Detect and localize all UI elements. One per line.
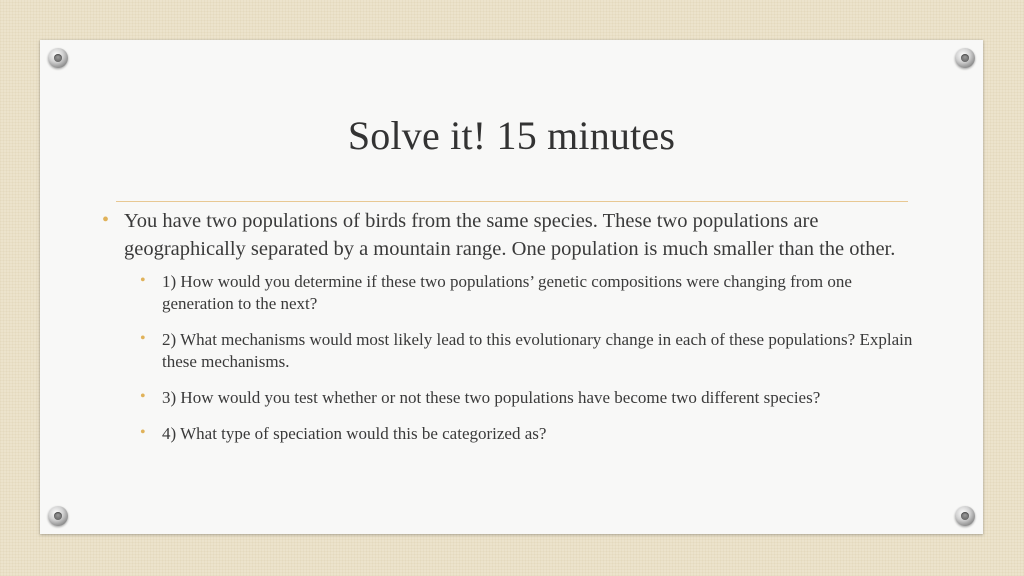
screw-icon [48, 48, 68, 68]
screw-icon [955, 506, 975, 526]
bullet-icon: • [140, 388, 146, 405]
bullet-icon: • [140, 424, 146, 441]
sub-bullet-text: 4) What type of speciation would this be categorized as? [162, 424, 547, 443]
bullet-icon: • [102, 209, 110, 231]
slide-card [40, 40, 983, 534]
sub-bullet-list [140, 271, 922, 445]
main-bullet [102, 208, 922, 263]
slide-title: Solve it! 15 minutes [347, 113, 676, 158]
sub-bullet-text: 1) How would you determine if these two populations’ genetic compositions were changing from one generation to the next? [162, 272, 852, 313]
title-divider [116, 201, 908, 202]
sub-bullet-text: 2) What mechanisms would most likely lead to this evolutionary change in each of these populations? Explain these mechanisms. [162, 330, 913, 371]
slide-body [102, 208, 922, 459]
sub-bullet [140, 423, 922, 445]
bullet-icon: • [140, 330, 146, 347]
screw-icon [955, 48, 975, 68]
bullet-icon: • [140, 272, 146, 289]
sub-bullet [140, 329, 922, 373]
sub-bullet [140, 387, 922, 409]
main-bullet-text: You have two populations of birds from the same species. These two populations are geographically separated by a mountain range. One population is much smaller than the other. [124, 210, 896, 260]
sub-bullet [140, 271, 922, 315]
sub-bullet-text: 3) How would you test whether or not these two populations have become two different species? [162, 388, 821, 407]
screw-icon [48, 506, 68, 526]
